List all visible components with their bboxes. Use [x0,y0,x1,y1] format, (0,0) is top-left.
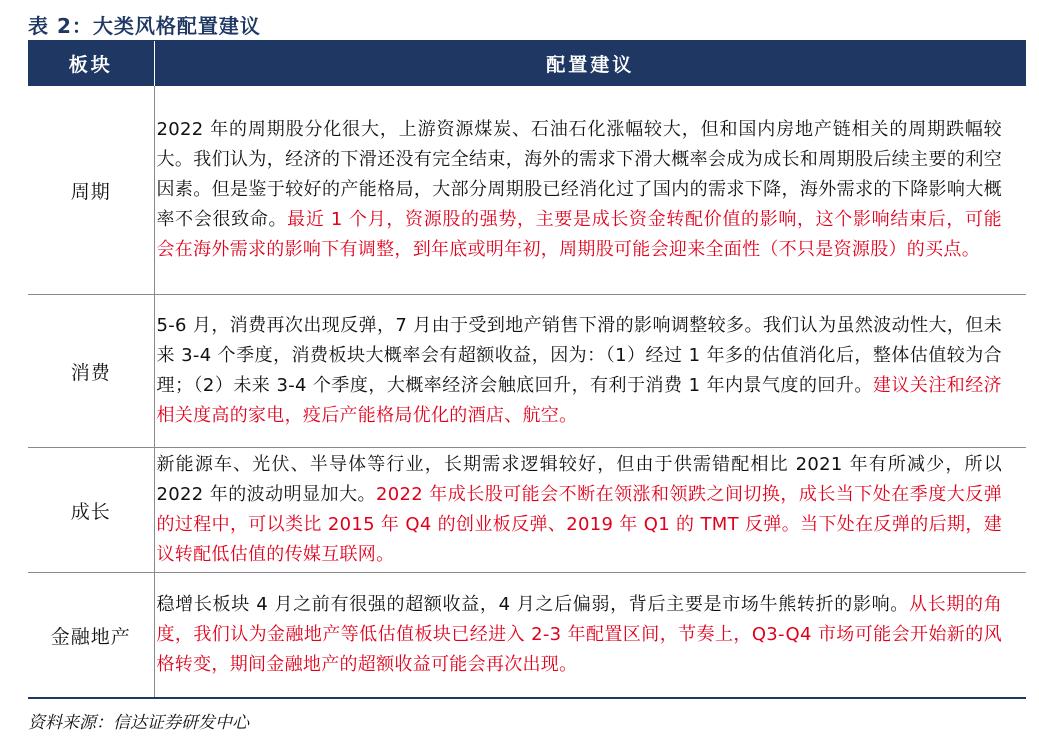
sector-cell: 周期 [28,86,154,295]
advice-highlight: 从长期的角度，我们认为金融地产等低估值板块已经进入 2-3 年配置区间，节奏上，Q3-Q4 市场可能会开始新的风格转变，期间金融地产的超额收益可能会再次出现。 [156,594,1002,675]
table-row [28,448,1026,573]
sector-cell: 成长 [28,448,154,573]
table-row [28,573,1026,699]
advice-highlight: 2022 年成长股可能会不断在领涨和领跌之间切换，成长当下处在季度大反弹的过程中，可以类比 2015 年 Q4 的创业板反弹、2019 年 Q1 的 TMT 反弹。当下处在反弹的后期，建议转配低估值的传媒互联网。 [156,484,1003,565]
header-advice: 配置建议 [154,41,1026,86]
header-sector: 板块 [28,41,154,86]
advice-text: 5-6 月，消费再次出现反弹，7 月由于受到地产销售下滑的影响调整较多。我们认为虽然波动性大，但未来 3-4 个季度，消费板块大概率会有超额收益，因为：（1）经过 1 年多的估值消化后，整体估值较为合理；（2）未来 3-4 个季度，大概率经济会触底回升，有利于消费 1 年内景气度的回升。 [156,315,1002,396]
advice-text: 2022 年的周期股分化很大，上游资源煤炭、石油石化涨幅较大，但和国内房地产链相关的周期跌幅较大。我们认为，经济的下滑还没有完全结束，海外的需求下滑大概率会成为成长和周期股后续主要的利空因素。但是鉴于较好的产能格局，大部分周期股已经消化过了国内的需求下降，海外需求的下降影响大概率不会很致命。 [156,119,1002,230]
source-note: 资料来源：信达证券研发中心 [28,713,249,733]
allocation-table [28,41,1026,699]
table-header-row [28,41,1026,86]
advice-cell [154,86,1026,295]
table-row [28,295,1026,448]
advice-cell [154,295,1026,448]
table-row [28,86,1026,295]
advice-text: 新能源车、光伏、半导体等行业，长期需求逻辑较好，但由于供需错配相比 2021 年有所减少，所以 2022 年的波动明显加大。 [156,454,1002,505]
advice-cell [154,573,1026,699]
advice-cell [154,448,1026,573]
advice-highlight: 最近 1 个月，资源股的强势，主要是成长资金转配价值的影响，这个影响结束后，可能会在海外需求的影响下有调整，到年底或明年初，周期股可能会迎来全面性（不只是资源股）的买点。 [156,209,1002,260]
advice-highlight: 建议关注和经济相关度高的家电，疫后产能格局优化的酒店、航空。 [156,375,1002,426]
advice-text: 稳增长板块 4 月之前有很强的超额收益，4 月之后偏弱，背后主要是市场牛熊转折的影响。 [156,594,909,615]
table-title: 表 2：大类风格配置建议 [28,14,261,38]
sector-cell: 消费 [28,295,154,448]
sector-cell: 金融地产 [28,573,154,699]
